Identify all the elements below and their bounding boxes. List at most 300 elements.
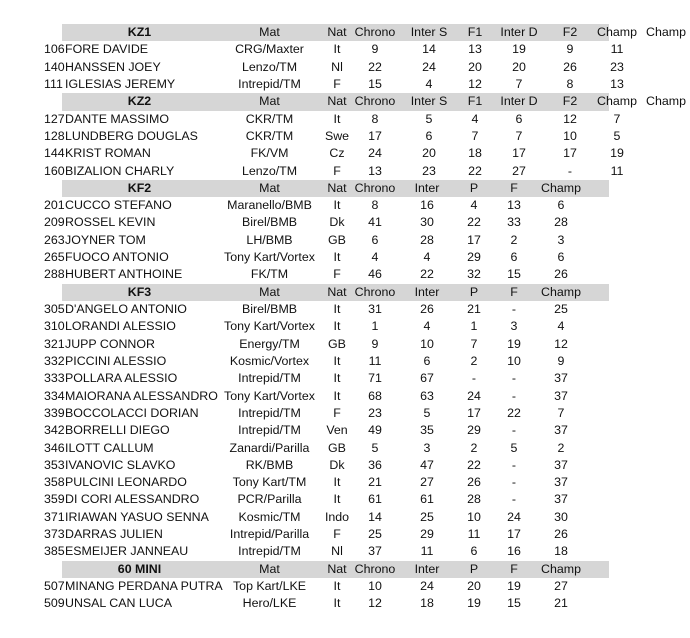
- result-value: 5: [510, 440, 518, 455]
- kart-number: 342: [44, 423, 65, 438]
- chassis-engine: PCR/Parilla: [237, 492, 302, 507]
- table-row: [44, 163, 624, 180]
- nationality: Nl: [331, 544, 343, 559]
- table-row: [44, 336, 609, 353]
- column-header: Inter S: [410, 94, 448, 109]
- result-value: 26: [563, 59, 577, 74]
- result-value: 26: [420, 302, 434, 316]
- column-header: Inter: [414, 561, 440, 576]
- result-value: 4: [371, 250, 379, 265]
- table-row: [44, 526, 609, 543]
- table-row: [44, 578, 609, 595]
- result-value: 37: [554, 457, 568, 472]
- column-header: F2: [562, 25, 578, 39]
- nationality: It: [333, 579, 341, 593]
- kart-number: 509: [44, 596, 65, 611]
- column-header-nat: Nat: [327, 180, 347, 195]
- column-header: Champ: [541, 180, 581, 195]
- result-value: 4: [423, 319, 431, 334]
- result-value: 6: [423, 353, 431, 368]
- table-row: [44, 422, 609, 439]
- kart-number: 332: [44, 353, 65, 368]
- result-value: 20: [468, 59, 482, 74]
- column-header-nat: Nat: [327, 561, 347, 576]
- chassis-engine: Kosmic/TM: [238, 509, 301, 524]
- result-value: 25: [554, 302, 568, 316]
- result-value: 15: [507, 596, 521, 611]
- result-value: 24: [420, 579, 434, 593]
- result-value: 14: [422, 42, 436, 57]
- section-title: KF3: [127, 284, 152, 299]
- chassis-engine: FK/VM: [250, 146, 289, 161]
- result-value: 8: [566, 76, 574, 91]
- driver-name: FUOCO ANTONIO: [65, 250, 169, 265]
- result-value: 13: [610, 76, 624, 91]
- result-value: 19: [507, 336, 521, 351]
- result-value: 15: [368, 76, 382, 91]
- nationality: It: [333, 250, 341, 265]
- result-value: 8: [371, 198, 379, 213]
- result-value: 4: [423, 250, 431, 265]
- driver-name: BORRELLI DIEGO: [65, 423, 170, 438]
- nationality: Swe: [324, 128, 350, 143]
- result-value: 22: [467, 457, 481, 472]
- result-value: 12: [468, 76, 482, 91]
- result-value: 25: [420, 509, 434, 524]
- column-header: F1: [467, 25, 483, 39]
- chassis-engine: Intrepid/TM: [238, 371, 301, 386]
- result-value: 29: [420, 527, 434, 542]
- kart-number: 371: [44, 509, 65, 524]
- driver-name: IVANOVIC SLAVKO: [65, 457, 176, 472]
- kart-number: 353: [44, 457, 65, 472]
- result-value: 4: [470, 198, 478, 213]
- table-row: [44, 457, 609, 474]
- result-value: 19: [512, 42, 526, 57]
- result-value: [642, 59, 690, 76]
- result-value: 24: [422, 59, 436, 74]
- kart-number: 140: [44, 59, 65, 74]
- result-value: 37: [554, 475, 568, 490]
- result-value: 20: [512, 59, 526, 74]
- table-row: [44, 509, 609, 526]
- result-value: 49: [368, 423, 382, 438]
- result-value: 23: [368, 405, 382, 420]
- kart-number: 263: [44, 232, 65, 247]
- chassis-engine: Maranello/BMB: [227, 198, 312, 213]
- table-row: [44, 440, 609, 457]
- driver-name: LUNDBERG DOUGLAS: [65, 128, 198, 143]
- result-value: 67: [420, 371, 434, 386]
- column-header: F: [510, 561, 518, 576]
- result-value: 9: [371, 336, 379, 351]
- result-value: 61: [420, 492, 434, 507]
- result-value: 29: [467, 423, 481, 438]
- result-value: -: [511, 371, 517, 386]
- result-value: 10: [420, 336, 434, 351]
- column-header-mat: Mat: [259, 561, 280, 576]
- result-value: [642, 145, 690, 162]
- column-header: F1: [467, 94, 483, 109]
- result-value: 11: [610, 42, 624, 57]
- nationality: Cz: [329, 146, 345, 161]
- nationality: Indo: [324, 509, 350, 524]
- result-value: 5: [423, 405, 431, 420]
- driver-name: CUCCO STEFANO: [65, 198, 172, 213]
- section-header: [62, 284, 609, 301]
- result-value: 6: [371, 232, 379, 247]
- driver-name: JUPP CONNOR: [65, 336, 155, 351]
- result-value: [642, 41, 690, 58]
- result-value: 37: [368, 544, 382, 559]
- result-value: 27: [554, 579, 568, 593]
- column-header: F2: [562, 94, 578, 109]
- kart-number: 385: [44, 544, 65, 559]
- nationality: It: [333, 388, 341, 403]
- section-header: [62, 561, 609, 578]
- result-value: 12: [554, 336, 568, 351]
- nationality: GB: [328, 336, 346, 351]
- driver-name: KRIST ROMAN: [65, 146, 151, 161]
- result-value: -: [471, 371, 477, 386]
- kart-number: 346: [44, 440, 65, 455]
- kart-number: 288: [44, 267, 65, 282]
- result-value: 6: [557, 250, 565, 265]
- result-value: 26: [554, 527, 568, 542]
- kart-number: 310: [44, 319, 65, 334]
- result-value: 21: [467, 302, 481, 316]
- result-value: 27: [512, 163, 526, 178]
- table-row: [44, 249, 609, 266]
- table-row: [44, 301, 609, 318]
- result-value: 7: [557, 405, 565, 420]
- result-value: 26: [554, 267, 568, 282]
- result-value: 28: [554, 215, 568, 230]
- nationality: It: [333, 492, 341, 507]
- section-header: [62, 24, 686, 41]
- driver-name: UNSAL CAN LUCA: [65, 596, 172, 611]
- column-header: Chrono: [354, 94, 396, 109]
- result-value: 17: [512, 146, 526, 161]
- result-value: 9: [566, 42, 574, 57]
- result-value: 36: [368, 457, 382, 472]
- column-header: Inter: [414, 180, 440, 195]
- result-value: 12: [563, 111, 577, 126]
- nationality: Dk: [329, 215, 345, 230]
- result-value: 5: [425, 111, 433, 126]
- driver-name: HUBERT ANTHOINE: [65, 267, 183, 282]
- column-header: Chrono: [354, 180, 396, 195]
- table-row: [44, 128, 621, 145]
- result-value: 1: [470, 319, 478, 334]
- kart-number: 128: [44, 128, 65, 143]
- column-header: P: [469, 561, 479, 576]
- column-header: F: [510, 180, 518, 195]
- result-value: 4: [557, 319, 565, 334]
- result-value: 18: [554, 544, 568, 559]
- kart-number: 144: [44, 146, 65, 161]
- kart-number: 127: [44, 111, 65, 126]
- result-value: [642, 163, 690, 180]
- result-value: 29: [467, 250, 481, 265]
- column-header: Inter S: [410, 25, 448, 39]
- kart-number: 507: [44, 579, 65, 593]
- column-header: Champ: [597, 94, 637, 109]
- column-header: Champ: [541, 284, 581, 299]
- column-header: P: [469, 284, 479, 299]
- nationality: F: [333, 163, 341, 178]
- result-value: 8: [371, 111, 379, 126]
- result-value: 3: [423, 440, 431, 455]
- driver-name: ESMEIJER JANNEAU: [65, 544, 189, 559]
- kart-number: 305: [44, 302, 65, 316]
- result-value: 35: [420, 423, 434, 438]
- result-value: 2: [470, 353, 478, 368]
- result-value: 18: [468, 146, 482, 161]
- chassis-engine: Tony Kart/TM: [232, 475, 307, 490]
- result-value: 11: [420, 544, 434, 559]
- result-value: -: [511, 302, 517, 316]
- result-value: 18: [420, 596, 434, 611]
- nationality: GB: [328, 232, 346, 247]
- result-value: 2: [510, 232, 518, 247]
- result-value: 2: [470, 440, 478, 455]
- nationality: It: [333, 42, 341, 57]
- result-value: 32: [467, 267, 481, 282]
- chassis-engine: CKR/TM: [245, 111, 294, 126]
- table-row: [44, 474, 609, 491]
- chassis-engine: Hero/LKE: [242, 596, 297, 611]
- driver-name: LORANDI ALESSIO: [65, 319, 176, 334]
- column-header-nat: Nat: [327, 94, 347, 109]
- result-value: 20: [422, 146, 436, 161]
- driver-name: MINANG PERDANA PUTRA: [65, 579, 223, 593]
- chassis-engine: Lenzo/TM: [241, 59, 298, 74]
- nationality: F: [333, 267, 341, 282]
- kart-number: 106: [44, 42, 65, 57]
- chassis-engine: Tony Kart/Vortex: [224, 319, 315, 334]
- result-value: 25: [368, 527, 382, 542]
- table-row: [44, 111, 621, 128]
- nationality: It: [333, 319, 341, 334]
- table-row: [44, 59, 624, 76]
- result-value: 7: [515, 76, 523, 91]
- result-value: 19: [610, 146, 624, 161]
- kart-number: 334: [44, 388, 65, 403]
- nationality: GB: [328, 440, 346, 455]
- column-header: F: [510, 284, 518, 299]
- table-row: [44, 214, 609, 231]
- result-value: 30: [420, 215, 434, 230]
- result-value: 28: [467, 492, 481, 507]
- column-header-mat: Mat: [259, 180, 280, 195]
- table-row: [44, 405, 609, 422]
- column-header: Champ: [597, 25, 637, 39]
- result-value: 7: [470, 336, 478, 351]
- table-row: [44, 76, 624, 93]
- result-value: 15: [507, 267, 521, 282]
- result-value: 17: [368, 128, 382, 143]
- driver-name: DARRAS JULIEN: [65, 527, 163, 542]
- kart-number: 209: [44, 215, 65, 230]
- column-header: Inter: [414, 284, 440, 299]
- table-row: [44, 41, 624, 58]
- result-value: 24: [507, 509, 521, 524]
- column-header: Inter D: [500, 94, 538, 109]
- section-header: [62, 180, 609, 197]
- kart-number: 339: [44, 405, 65, 420]
- result-value: 10: [368, 579, 382, 593]
- nationality: It: [333, 596, 341, 611]
- result-value: 19: [467, 596, 481, 611]
- chassis-engine: Intrepid/TM: [238, 76, 301, 91]
- chassis-engine: Lenzo/TM: [241, 163, 298, 178]
- column-header-mat: Mat: [259, 25, 280, 39]
- driver-name: HANSSEN JOEY: [65, 59, 161, 74]
- chassis-engine: Birel/BMB: [241, 215, 298, 230]
- table-row: [44, 595, 609, 612]
- driver-name: PICCINI ALESSIO: [65, 353, 167, 368]
- driver-name: IGLESIAS JEREMY: [65, 76, 176, 91]
- result-value: 19: [507, 579, 521, 593]
- nationality: Nl: [331, 59, 343, 74]
- result-value: [642, 76, 690, 93]
- result-value: 31: [368, 302, 382, 316]
- result-value: 3: [510, 319, 518, 334]
- kart-number: 321: [44, 336, 65, 351]
- kart-number: 160: [44, 163, 65, 178]
- result-value: -: [567, 163, 573, 178]
- chassis-engine: CRG/Maxter: [235, 42, 304, 57]
- driver-name: DI CORI ALESSANDRO: [65, 492, 200, 507]
- result-value: 37: [554, 492, 568, 507]
- driver-name: BOCCOLACCI DORIAN: [65, 405, 199, 420]
- result-value: -: [511, 423, 517, 438]
- result-value: 28: [420, 232, 434, 247]
- result-value: 24: [368, 146, 382, 161]
- result-value: 16: [420, 198, 434, 213]
- result-value: 12: [368, 596, 382, 611]
- result-value: [642, 128, 690, 145]
- result-value: 14: [368, 509, 382, 524]
- driver-name: BIZALION CHARLY: [65, 163, 175, 178]
- driver-name: ROSSEL KEVIN: [65, 215, 156, 230]
- kart-number: 358: [44, 475, 65, 490]
- kart-number: 373: [44, 527, 65, 542]
- result-value: 27: [420, 475, 434, 490]
- result-value: 1: [371, 319, 379, 334]
- result-value: 13: [507, 198, 521, 213]
- column-header-nat: Nat: [327, 25, 347, 39]
- result-value: 30: [554, 509, 568, 524]
- result-value: 46: [368, 267, 382, 282]
- chassis-engine: LH/BMB: [246, 232, 293, 247]
- driver-name: POLLARA ALESSIO: [65, 371, 178, 386]
- result-value: 71: [368, 371, 382, 386]
- result-value: 4: [425, 76, 433, 91]
- result-value: 22: [467, 215, 481, 230]
- result-value: 20: [467, 579, 481, 593]
- column-header-champ: Champ: [646, 25, 686, 39]
- nationality: It: [333, 198, 341, 213]
- chassis-engine: FK/TM: [250, 267, 289, 282]
- result-value: -: [511, 388, 517, 403]
- table-row: [44, 388, 609, 405]
- result-value: 41: [368, 215, 382, 230]
- column-header-mat: Mat: [259, 94, 280, 109]
- results-sheet: [44, 24, 686, 613]
- result-value: 37: [554, 371, 568, 386]
- driver-name: PULCINI LEONARDO: [65, 475, 187, 490]
- result-value: 6: [510, 250, 518, 265]
- result-value: 11: [368, 353, 382, 368]
- kart-number: 201: [44, 198, 65, 213]
- driver-name: MAIORANA ALESSANDRO: [65, 388, 218, 403]
- result-value: 24: [467, 388, 481, 403]
- chassis-engine: Intrepid/TM: [238, 405, 301, 420]
- result-value: 61: [368, 492, 382, 507]
- result-value: 17: [507, 527, 521, 542]
- result-value: 22: [507, 405, 521, 420]
- result-value: 68: [368, 388, 382, 403]
- section-title: KF2: [127, 180, 152, 195]
- driver-name: FORE DAVIDE: [65, 42, 149, 57]
- result-value: 7: [613, 111, 621, 126]
- result-value: 5: [613, 128, 621, 143]
- result-value: 11: [467, 527, 481, 542]
- driver-name: D'ANGELO ANTONIO: [65, 302, 187, 316]
- column-header-nat: Nat: [327, 284, 347, 299]
- chassis-engine: Zanardi/Parilla: [229, 440, 310, 455]
- nationality: It: [333, 353, 341, 368]
- nationality: Ven: [326, 423, 348, 438]
- result-value: 22: [368, 59, 382, 74]
- nationality: Dk: [329, 457, 345, 472]
- result-value: 6: [470, 544, 478, 559]
- result-value: 10: [467, 509, 481, 524]
- chassis-engine: Kosmic/Vortex: [229, 353, 310, 368]
- result-value: 17: [467, 405, 481, 420]
- driver-name: DANTE MASSIMO: [65, 111, 169, 126]
- result-value: 17: [563, 146, 577, 161]
- result-value: 6: [515, 111, 523, 126]
- result-value: 17: [467, 232, 481, 247]
- result-value: 7: [471, 128, 479, 143]
- result-value: 3: [557, 232, 565, 247]
- result-value: 22: [468, 163, 482, 178]
- column-header: Champ: [541, 561, 581, 576]
- chassis-engine: Tony Kart/Vortex: [224, 250, 315, 265]
- nationality: It: [333, 302, 341, 316]
- kart-number: 265: [44, 250, 65, 265]
- chassis-engine: Intrepid/TM: [238, 544, 301, 559]
- result-value: 23: [610, 59, 624, 74]
- result-value: 6: [557, 198, 565, 213]
- result-value: 37: [554, 423, 568, 438]
- result-value: 11: [610, 163, 624, 178]
- result-value: 5: [371, 440, 379, 455]
- result-value: 22: [420, 267, 434, 282]
- section-title: KZ2: [127, 94, 152, 109]
- result-value: 33: [507, 215, 521, 230]
- result-value: 21: [554, 596, 568, 611]
- nationality: F: [333, 527, 341, 542]
- result-value: 2: [557, 440, 565, 455]
- result-value: [642, 111, 690, 128]
- table-row: [44, 266, 609, 283]
- result-value: 13: [468, 42, 482, 57]
- result-value: 37: [554, 388, 568, 403]
